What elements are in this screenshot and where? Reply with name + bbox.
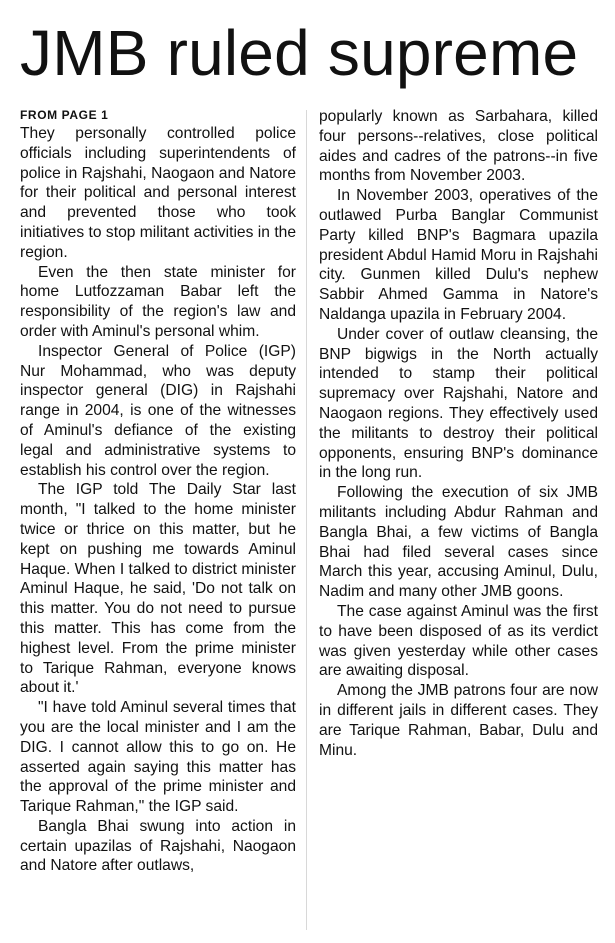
- paragraph: The IGP told The Daily Star last month, "I talked to the home minister twice or thrice on this matter, but he kept on pushing me towards Aminul Haque. When I talked to district minister Aminul Haque, he said, 'Do not talk on this matter. You do not need to pursue this matter. This has come from the highest level. From the prime minister to Tarique Rahman, everyone knows about it.': [20, 481, 296, 697]
- headline: JMB ruled supreme: [20, 17, 579, 89]
- paragraph: "I have told Aminul several times that you are the local minister and I am the DIG. I cannot allow this to go on. He asserted again saying this matter has the approval of the prime minister and Tarique Rahman," the IGP said.: [20, 699, 296, 816]
- article-column-right: [319, 107, 598, 760]
- column-divider: [306, 110, 307, 930]
- article-column-left: [20, 107, 296, 876]
- paragraph: popularly known as Sarbahara, killed four persons--relatives, close political aides and cadres of the patrons--in five months from November 2003.: [319, 108, 598, 185]
- paragraph: In November 2003, operatives of the outlawed Purba Banglar Communist Party killed BNP's Bagmara upazila president Abdul Hamid Moru in Rajshahi city. Gunmen killed Dulu's nephew Sabbir Ahmed Gamma in Natore's Naldanga upazila in February 2004.: [319, 187, 598, 323]
- paragraph: Following the execution of six JMB militants including Abdur Rahman and Bangla Bhai, a few victims of Bangla Bhai had filed several cases since March this year, accusing Aminul, Dulu, Nadim and many other JMB goons.: [319, 484, 598, 601]
- paragraph: They personally controlled police officials including superintendents of police in Rajshahi, Naogaon and Natore for their political and personal interest and prevented those who took initiatives to stop militant activities in the region.: [20, 125, 296, 261]
- paragraph: Under cover of outlaw cleansing, the BNP bigwigs in the North actually intended to stamp their political supremacy over Rajshahi, Natore and Naogaon regions. They effectively used the militants to destroy their political opponents, ensuring BNP's dominance in the long run.: [319, 325, 598, 482]
- paragraph: Inspector General of Police (IGP) Nur Mohammad, who was deputy inspector general (DIG) in Rajshahi range in 2004, is one of the witnesses of Aminul's defiance of the existing legal and administrative systems to establish his control over the region.: [20, 342, 296, 479]
- continuation-kicker: FROM PAGE 1: [20, 108, 109, 122]
- paragraph: Even the then state minister for home Lutfozzaman Babar left the responsibility of the region's law and order with Aminul's personal whim.: [20, 263, 296, 340]
- paragraph: Bangla Bhai swung into action in certain upazilas of Rajshahi, Naogaon and Natore after outlaws,: [20, 817, 296, 875]
- paragraph: Among the JMB patrons four are now in different jails in different cases. They are Tarique Rahman, Babar, Dulu and Minu.: [319, 682, 598, 759]
- paragraph: The case against Aminul was the first to have been disposed of as its verdict was given yesterday while other cases are awaiting disposal.: [319, 602, 598, 680]
